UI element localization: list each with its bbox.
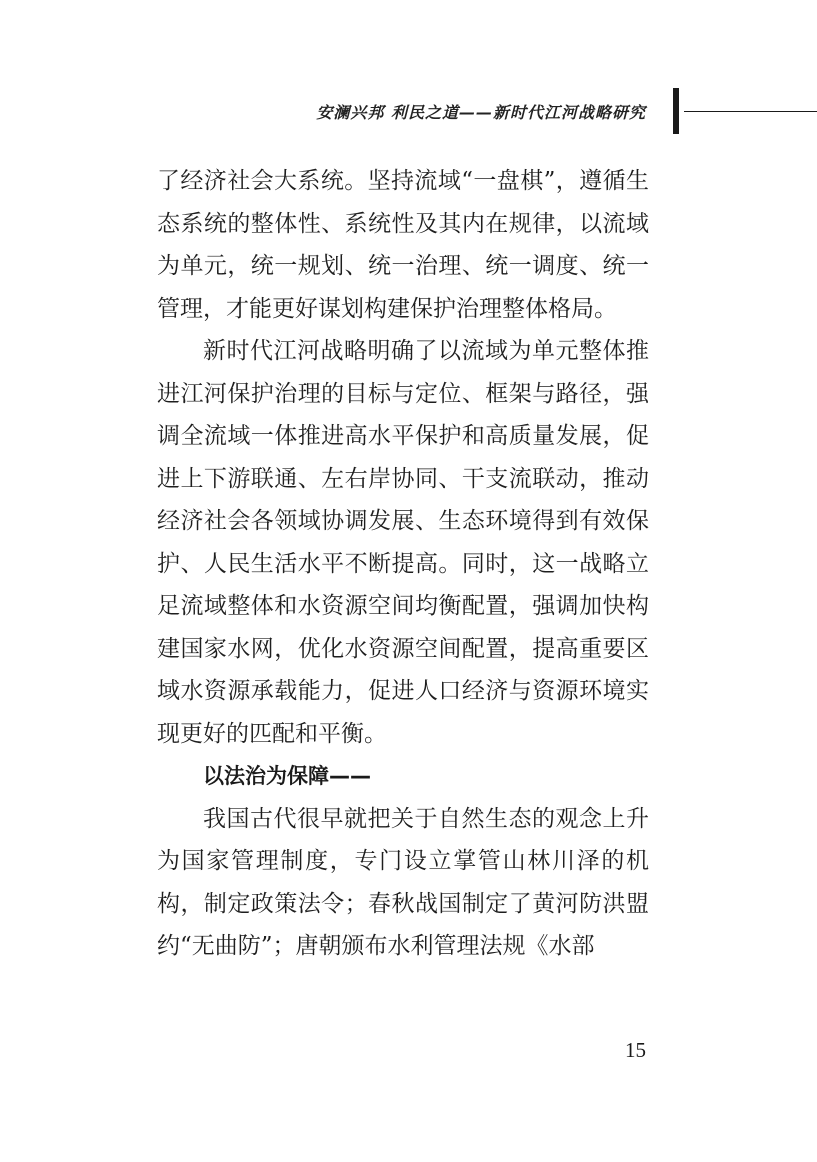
page-number: 15 bbox=[625, 1038, 646, 1062]
paragraph-ancient-governance: 我国古代很早就把关于自然生态的观念上升为国家管理制度，专门设立掌管山林川泽的机构，制定政策法令；春秋战国制定了黄河防洪盟约“无曲防”；唐朝颁布水利管理法规《水部 bbox=[157, 805, 649, 959]
paragraph-continuation: 了经济社会大系统。坚持流域“一盘棋”，遵循生态系统的整体性、系统性及其内在规律，以流域为单元，统一规划、统一治理、统一调度、统一管理，才能更好谋划构建保护治理整体格局。 bbox=[157, 168, 649, 322]
running-header-title: 安澜兴邦 利民之道——新时代江河战略研究 bbox=[316, 103, 646, 122]
body-text bbox=[157, 160, 649, 968]
section-subheading: 以法治为保障—— bbox=[203, 764, 371, 788]
header-rule-line bbox=[684, 111, 817, 112]
paragraph-river-strategy: 新时代江河战略明确了以流域为单元整体推进江河保护治理的目标与定位、框架与路径，强调全流域一体推进高水平保护和高质量发展，促进上下游联通、左右岸协同、干支流联动，推动经济社会各领域协调发展、生态环境得到有效保护、人民生活水平不断提高。同时，这一战略立足流域整体和水资源空间均衡配置，强调加快构建国家水网，优化水资源空间配置，提高重要区域水资源承载能力，促进人口经济与资源环境实现更好的匹配和平衡。 bbox=[157, 338, 649, 747]
header-vertical-bar bbox=[673, 88, 679, 134]
